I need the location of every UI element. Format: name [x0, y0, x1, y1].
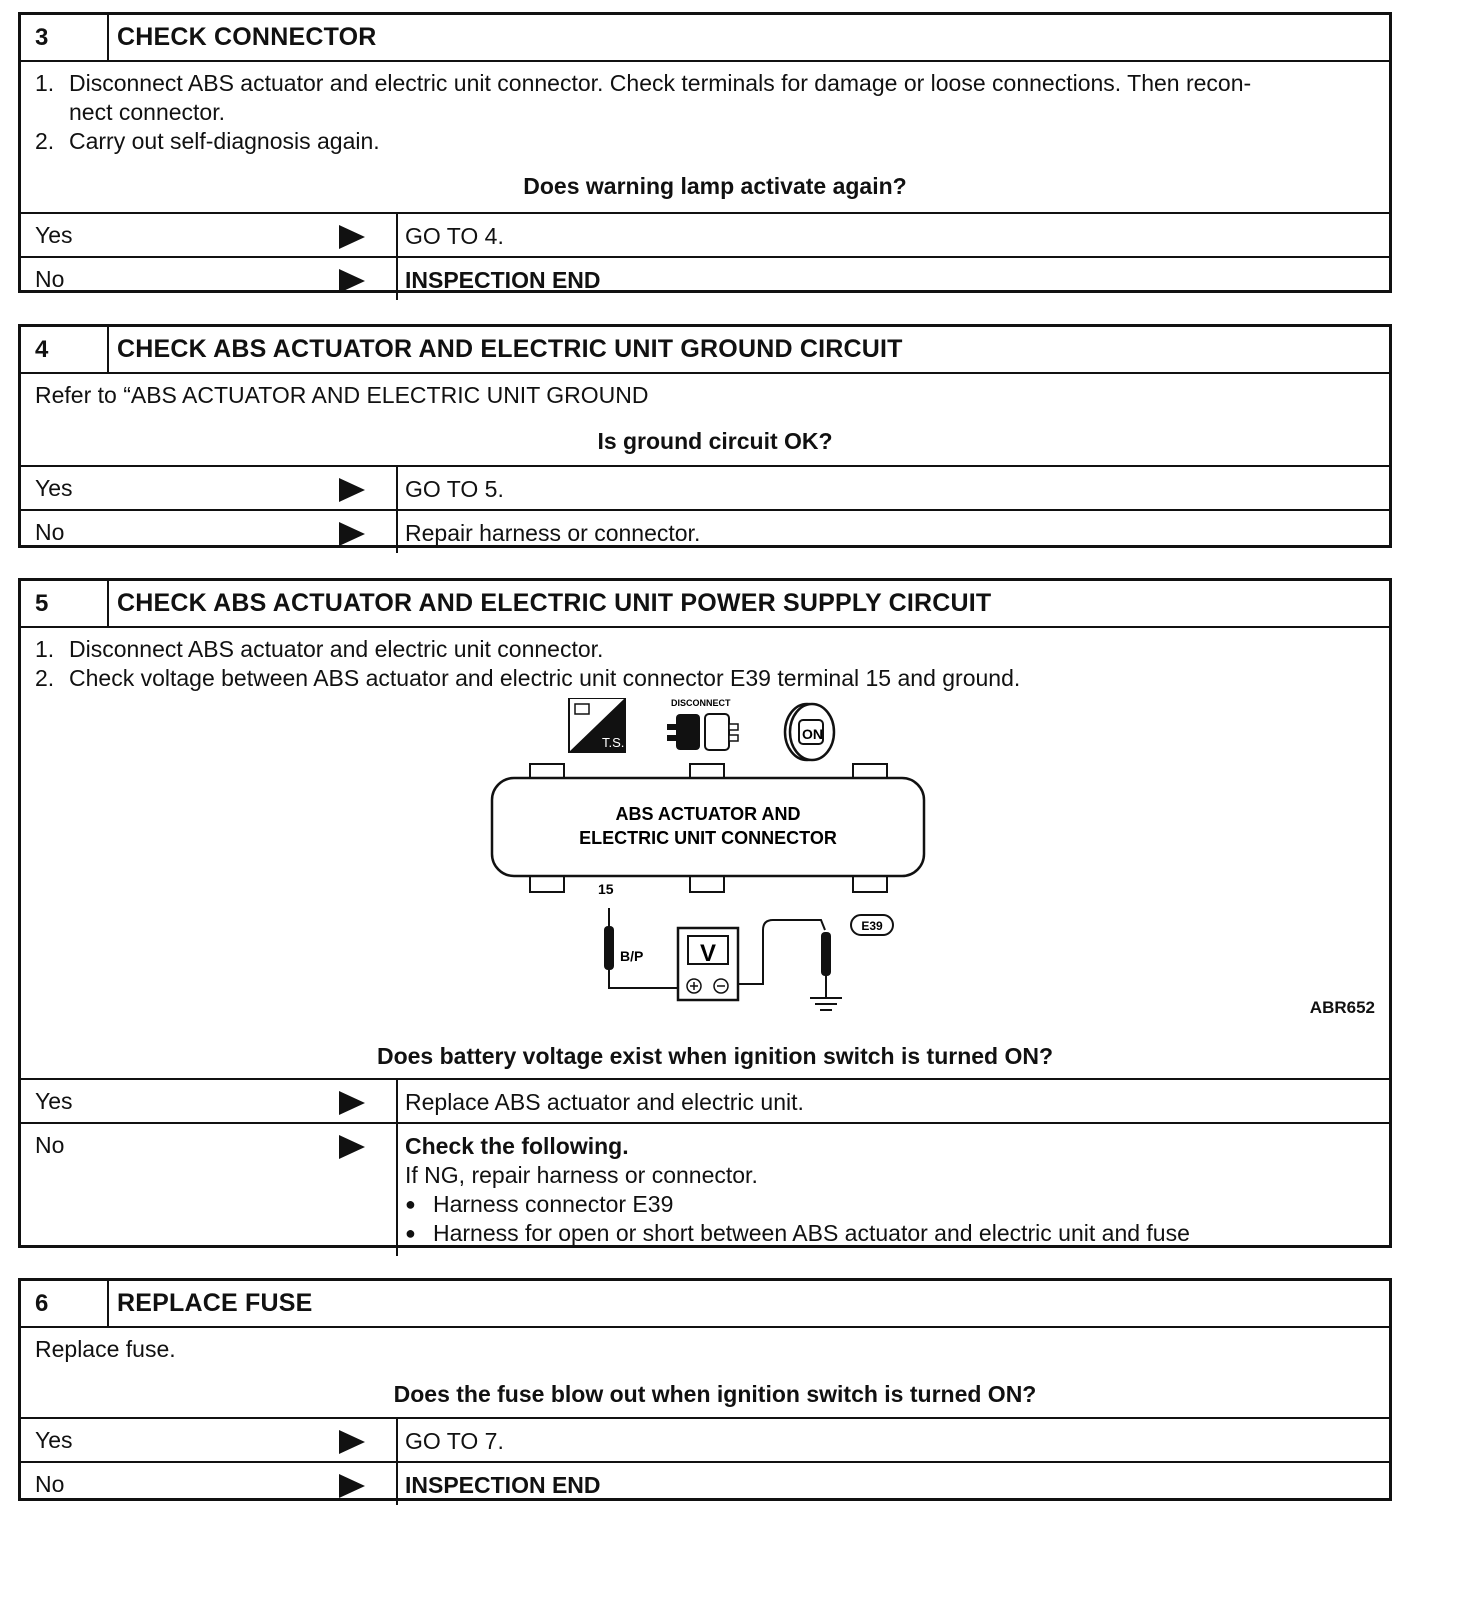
- connector-label-line1: ABS ACTUATOR AND: [615, 804, 801, 824]
- disconnect-label: DISCONNECT: [671, 698, 731, 708]
- answer-label: [21, 1419, 398, 1461]
- step-title: CHECK CONNECTOR: [117, 23, 377, 51]
- instruction-number: 2.: [35, 128, 55, 154]
- ground-icon: [810, 998, 842, 1010]
- step-title: CHECK ABS ACTUATOR AND ELECTRIC UNIT POWER SUPPLY CIRCUIT: [117, 589, 992, 617]
- step-6-box: [18, 1278, 1392, 1501]
- step-5-box: [18, 578, 1392, 1248]
- voltmeter-label: V: [700, 940, 717, 967]
- step-instructions: [21, 374, 1389, 418]
- connector-label-line2: ELECTRIC UNIT CONNECTOR: [579, 828, 837, 848]
- ignition-on-icon: [785, 704, 834, 760]
- instruction-text: Disconnect ABS actuator and electric unit connector.: [69, 636, 604, 662]
- answer-text: No: [35, 1132, 65, 1158]
- answer-label: [21, 467, 398, 509]
- step-header: [21, 15, 1389, 62]
- arrow-right-icon: [339, 1091, 365, 1115]
- instruction-text: Carry out self-diagnosis again.: [69, 128, 380, 154]
- instruction-item: [35, 635, 1375, 664]
- check-item-text: Harness connector E39: [433, 1191, 674, 1217]
- answer-label: [21, 511, 398, 553]
- answer-result: GO TO 7.: [405, 1428, 504, 1454]
- instruction-text: nect connector.: [69, 99, 225, 125]
- step-instructions: [21, 62, 1389, 160]
- instruction-number: 1.: [35, 636, 55, 662]
- connector-id-badge: [851, 915, 893, 935]
- instruction-text: Disconnect ABS actuator and electric unit connector. Check terminals for damage or loose connections. Then recon-: [69, 70, 1252, 96]
- instruction-text: Check voltage between ABS actuator and electric unit connector E39 terminal 15 and ground.: [69, 665, 1021, 691]
- bullet-icon: ●: [405, 1194, 416, 1214]
- step-number: 3: [21, 15, 109, 60]
- answer-row-no: [21, 1461, 1389, 1505]
- instruction-number: [35, 98, 69, 127]
- answer-row-yes: [21, 1078, 1389, 1122]
- tester-icon: [569, 698, 625, 752]
- step-number: 5: [21, 581, 109, 626]
- connector-body: [492, 764, 924, 892]
- step-4-box: [18, 324, 1392, 548]
- answer-text: Yes: [35, 1088, 73, 1114]
- answer-label: [21, 1124, 398, 1256]
- check-note: If NG, repair harness or connector.: [405, 1162, 758, 1188]
- instruction-item: [35, 69, 1375, 98]
- bullet-icon: ●: [405, 1223, 416, 1243]
- step-header: [21, 327, 1389, 374]
- instruction-text: Refer to “ABS ACTUATOR AND ELECTRIC UNIT GROUND: [35, 382, 649, 408]
- probe-positive: [604, 908, 683, 988]
- figure-id: ABR652: [1309, 998, 1375, 1017]
- step-header: [21, 581, 1389, 628]
- step-instructions: [21, 1328, 1389, 1372]
- answer-text: No: [35, 1471, 65, 1497]
- arrow-right-icon: [339, 1135, 365, 1159]
- answer-text: Yes: [35, 475, 73, 501]
- answer-row-no: [21, 509, 1389, 553]
- answer-text: No: [35, 519, 65, 545]
- step-number: 4: [21, 327, 109, 372]
- connector-id-label: E39: [861, 919, 883, 933]
- voltmeter-icon: [678, 928, 738, 1000]
- answer-label: [21, 258, 398, 300]
- instruction-item: [35, 98, 1375, 127]
- arrow-right-icon: [339, 522, 365, 546]
- check-item: [405, 1219, 1389, 1248]
- answer-result: INSPECTION END: [405, 1472, 601, 1498]
- answer-text: No: [35, 266, 65, 292]
- step-question: Is ground circuit OK?: [597, 428, 833, 454]
- arrow-right-icon: [339, 1430, 365, 1454]
- step-question: Does the fuse blow out when ignition switch is turned ON?: [393, 1381, 1037, 1407]
- answer-text: Yes: [35, 222, 73, 248]
- instruction-item: [35, 127, 1375, 156]
- ignition-on-label: ON: [802, 726, 823, 742]
- step-number: 6: [21, 1281, 109, 1326]
- answer-row-yes: [21, 212, 1389, 256]
- answer-result: INSPECTION END: [405, 267, 601, 293]
- answer-row-no: [21, 256, 1389, 300]
- instruction-text: Replace fuse.: [35, 1336, 176, 1362]
- arrow-right-icon: [339, 225, 365, 249]
- answer-row-yes: [21, 1417, 1389, 1461]
- step-3-box: [18, 12, 1392, 293]
- probe-negative: [738, 920, 831, 998]
- wiring-diagram-svg: [21, 698, 1389, 1036]
- step-instructions: [21, 628, 1389, 698]
- wire-color-label: B/P: [620, 948, 644, 964]
- check-heading: Check the following.: [405, 1133, 629, 1159]
- answer-result: Repair harness or connector.: [405, 520, 701, 546]
- arrow-right-icon: [339, 269, 365, 293]
- answer-label: [21, 1463, 398, 1505]
- check-item: [405, 1190, 1389, 1219]
- tester-label: T.S.: [602, 735, 625, 750]
- answer-result: GO TO 5.: [405, 476, 504, 502]
- answer-row-no: [21, 1122, 1389, 1256]
- step-header: [21, 1281, 1389, 1328]
- step-title: REPLACE FUSE: [117, 1289, 313, 1317]
- answer-result: Replace ABS actuator and electric unit.: [405, 1089, 804, 1115]
- step-question: Does warning lamp activate again?: [523, 173, 907, 199]
- disconnect-icon: [667, 698, 738, 750]
- arrow-right-icon: [339, 478, 365, 502]
- answer-text: Yes: [35, 1427, 73, 1453]
- answer-result: GO TO 4.: [405, 223, 504, 249]
- instruction-item: [35, 664, 1375, 693]
- check-item-text: Harness for open or short between ABS actuator and electric unit and fuse: [433, 1220, 1190, 1246]
- step-question: Does battery voltage exist when ignition switch is turned ON?: [376, 1043, 1054, 1069]
- instruction-number: 2.: [35, 665, 55, 691]
- step-title: CHECK ABS ACTUATOR AND ELECTRIC UNIT GROUND CIRCUIT: [117, 335, 903, 363]
- terminal-number: 15: [598, 881, 614, 897]
- instruction-number: 1.: [35, 70, 55, 96]
- answer-label: [21, 214, 398, 256]
- answer-label: [21, 1080, 398, 1122]
- answer-row-yes: [21, 465, 1389, 509]
- answer-result: [398, 1124, 1389, 1256]
- arrow-right-icon: [339, 1474, 365, 1498]
- wiring-diagram: [21, 698, 1389, 1036]
